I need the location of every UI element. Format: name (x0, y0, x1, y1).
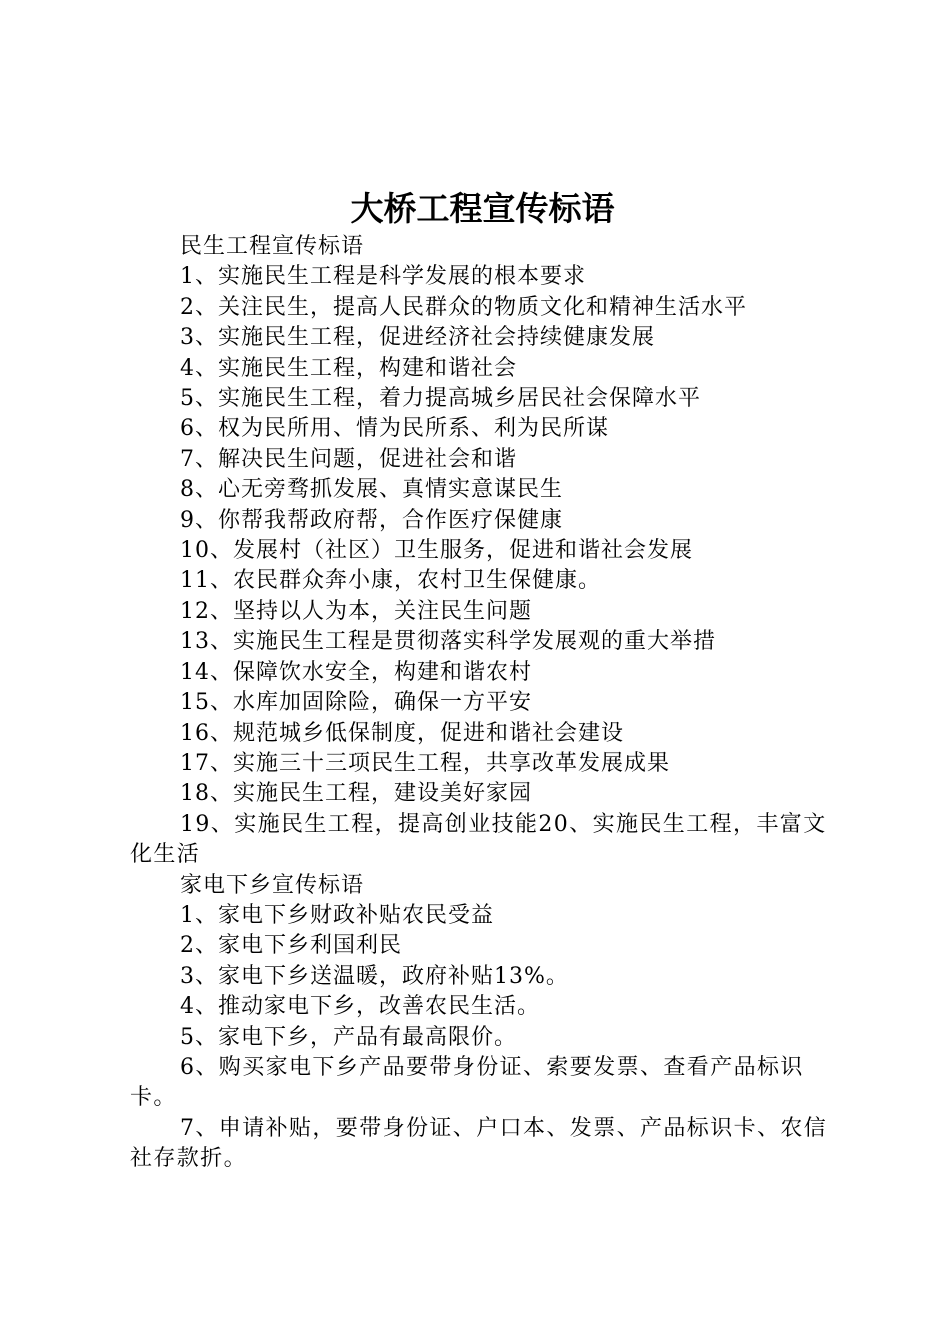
slogan-item: 1、家电下乡财政补贴农民受益 (180, 902, 494, 928)
slogan-item: 10、发展村（社区）卫生服务，促进和谐社会发展 (180, 538, 693, 564)
slogan-item: 12、坚持以人为本，关注民生问题 (180, 598, 532, 624)
slogan-item: 8、心无旁骛抓发展、真情实意谋民生 (180, 477, 563, 503)
section-jiadian (130, 871, 835, 1175)
slogan-item: 15、水库加固除险，确保一方平安 (180, 690, 532, 716)
section-minsheng (130, 232, 835, 871)
slogan-item: 2、家电下乡利国利民 (180, 933, 402, 959)
slogan-item: 1、实施民生工程是科学发展的根本要求 (180, 264, 586, 290)
slogan-item: 5、实施民生工程，着力提高城乡居民社会保障水平 (180, 386, 701, 412)
slogan-item: 16、规范城乡低保制度，促进和谐社会建设 (180, 720, 624, 746)
section-heading: 民生工程宣传标语 (180, 234, 365, 259)
slogan-item: 6、购买家电下乡产品要带身份证、索要发票、查看产品标识卡。 (130, 1054, 804, 1111)
slogan-item: 6、权为民所用、情为民所系、利为民所谋 (180, 416, 609, 442)
slogan-item: 14、保障饮水安全，构建和谐农村 (180, 659, 532, 685)
slogan-item: 17、实施三十三项民生工程，共享改革发展成果 (180, 750, 670, 776)
slogan-item: 7、解决民生问题，促进社会和谐 (180, 446, 517, 472)
slogan-item: 19、实施民生工程，提高创业技能20、实施民生工程，丰富文化生活 (130, 811, 827, 868)
slogan-item: 13、实施民生工程是贯彻落实科学发展观的重大举措 (180, 629, 716, 655)
slogan-item: 2、关注民生，提高人民群众的物质文化和精神生活水平 (180, 294, 747, 320)
slogan-item: 11、农民群众奔小康，农村卫生保健康。 (180, 568, 601, 594)
slogan-item: 7、申请补贴，要带身份证、户口本、发票、产品标识卡、农信社存款折。 (130, 1115, 828, 1172)
slogan-item: 9、你帮我帮政府帮，合作医疗保健康 (180, 507, 563, 533)
slogan-item: 3、家电下乡送温暖，政府补贴13%。 (180, 963, 569, 989)
slogan-item: 18、实施民生工程，建设美好家园 (180, 781, 532, 807)
section-heading: 家电下乡宣传标语 (180, 872, 365, 898)
slogan-item: 4、推动家电下乡，改善农民生活。 (180, 994, 540, 1020)
slogan-item: 4、实施民生工程，构建和谐社会 (180, 355, 517, 381)
document-title: 大桥工程宣传标语 (350, 189, 615, 228)
slogan-item: 5、家电下乡，产品有最高限价。 (180, 1024, 517, 1050)
document-page (130, 186, 835, 1175)
slogan-item: 3、实施民生工程，促进经济社会持续健康发展 (180, 325, 655, 351)
